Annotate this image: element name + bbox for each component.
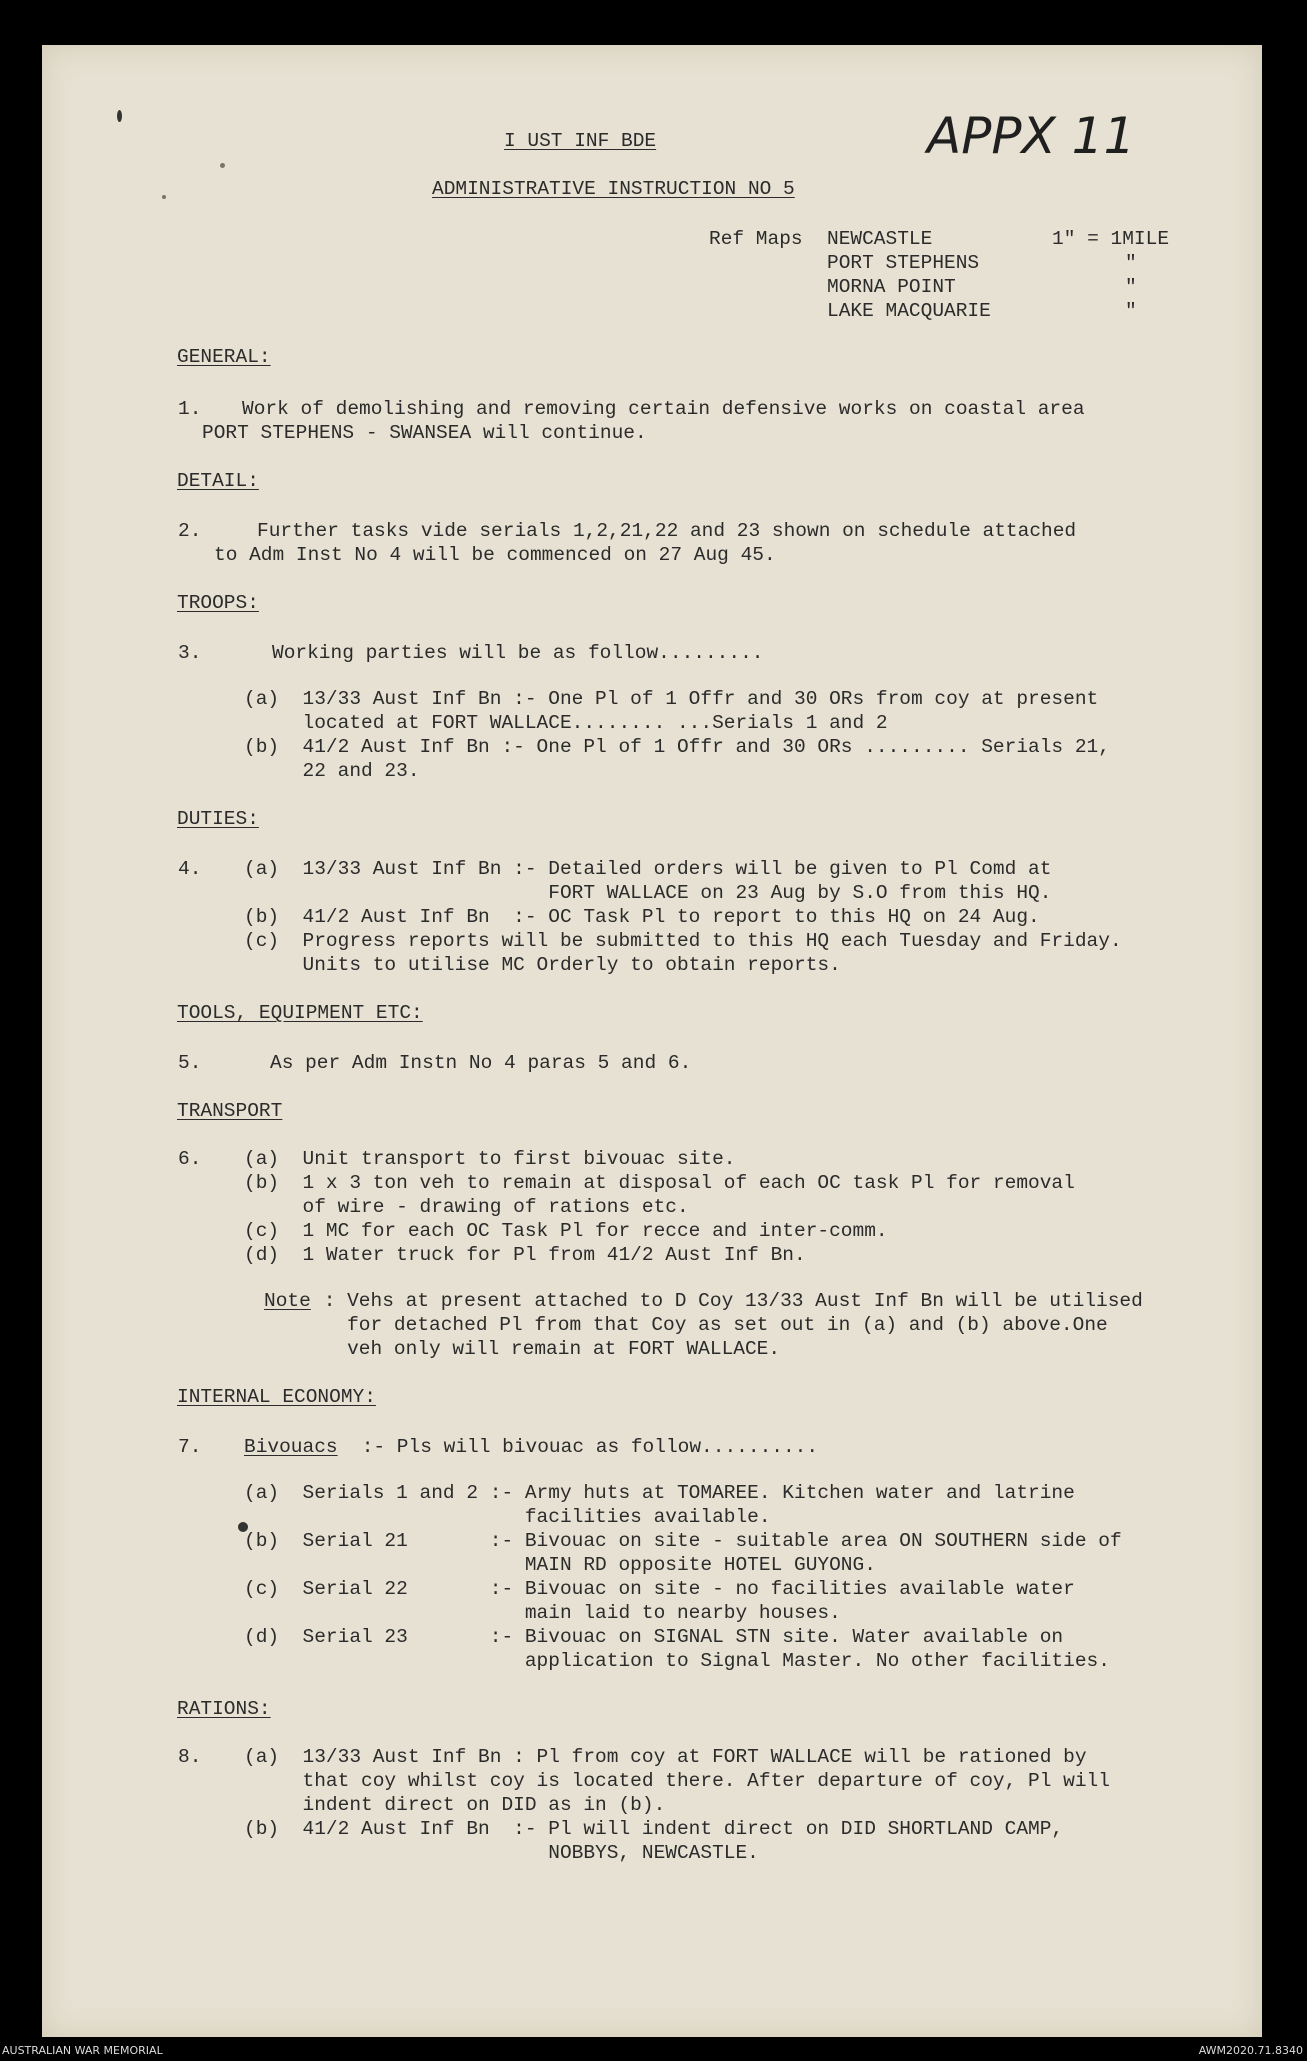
ref-maps-label: Ref Maps [709, 228, 803, 250]
section-heading-detail: DETAIL: [177, 470, 259, 492]
section-heading-rations: RATIONS: [177, 1698, 271, 1720]
map-scale: " [1125, 276, 1137, 298]
para-number: 8. [178, 1746, 202, 1768]
note-label: Note [264, 1290, 311, 1312]
sub-para: NOBBYS, NEWCASTLE. [244, 1842, 759, 1864]
map-scale: " [1125, 252, 1137, 274]
footer-accession-number: AWM2020.71.8340 [1198, 2044, 1303, 2057]
sub-para: (b) Serial 21 :- Bivouac on site - suitable area ON SOUTHERN side of [244, 1530, 1122, 1552]
sub-para: (a) 13/33 Aust Inf Bn : Pl from coy at FORT WALLACE will be rationed by [244, 1746, 1087, 1768]
para-number: 3. [178, 642, 202, 664]
punch-mark [162, 195, 166, 199]
appendix-label: APPX 11 [927, 107, 1136, 165]
sub-para: facilities available. [244, 1506, 771, 1528]
map-name: NEWCASTLE [827, 228, 933, 250]
sub-para: (d) 1 Water truck for Pl from 41/2 Aust Inf Bn. [244, 1244, 806, 1266]
sub-para: (a) Serials 1 and 2 :- Army huts at TOMAREE. Kitchen water and latrine [244, 1482, 1075, 1504]
staple-hole [117, 110, 122, 122]
section-heading-transport: TRANSPORT [177, 1100, 283, 1122]
para-text: Further tasks vide serials 1,2,21,22 and 23 shown on schedule attached [257, 520, 1077, 542]
para-text: As per Adm Instn No 4 paras 5 and 6. [270, 1052, 692, 1074]
para-text: to Adm Inst No 4 will be commenced on 27 Aug 45. [214, 544, 776, 566]
bivouacs-label: Bivouacs [244, 1436, 338, 1458]
sub-para: (c) Progress reports will be submitted to this HQ each Tuesday and Friday. [244, 930, 1122, 952]
note-text: veh only will remain at FORT WALLACE. [312, 1338, 781, 1360]
document-page [42, 45, 1262, 2037]
map-name: LAKE MACQUARIE [827, 300, 991, 322]
note-text: : Vehs at present attached to D Coy 13/33 Aust Inf Bn will be utilised [312, 1290, 1143, 1312]
sub-para: (a) 13/33 Aust Inf Bn :- Detailed orders will be given to Pl Comd at [244, 858, 1052, 880]
sub-para: (b) 41/2 Aust Inf Bn :- Pl will indent direct on DID SHORTLAND CAMP, [244, 1818, 1064, 1840]
para-number: 2. [178, 520, 202, 542]
para-text: PORT STEPHENS - SWANSEA will continue. [202, 422, 647, 444]
section-heading-tools: TOOLS, EQUIPMENT ETC: [177, 1002, 423, 1024]
section-heading-troops: TROOPS: [177, 592, 259, 614]
section-heading-duties: DUTIES: [177, 808, 259, 830]
sub-para: (b) 1 x 3 ton veh to remain at disposal of each OC task Pl for removal [244, 1172, 1075, 1194]
sub-para: (b) 41/2 Aust Inf Bn :- One Pl of 1 Offr and 30 ORs ......... Serials 21, [244, 736, 1110, 758]
map-scale: 1" = 1MILE [1052, 228, 1170, 250]
section-heading-internal-economy: INTERNAL ECONOMY: [177, 1386, 376, 1408]
punch-mark [220, 163, 225, 168]
para-number: 1. [178, 398, 202, 420]
para-number: 5. [178, 1052, 202, 1074]
sub-para: (a) Unit transport to first bivouac site. [244, 1148, 736, 1170]
sub-para: FORT WALLACE on 23 Aug by S.O from this HQ. [244, 882, 1052, 904]
footer-credit: AUSTRALIAN WAR MEMORIAL [2, 2044, 163, 2057]
section-heading-general: GENERAL: [177, 346, 271, 368]
para-number: 4. [178, 858, 202, 880]
sub-para: (b) 41/2 Aust Inf Bn :- OC Task Pl to report to this HQ on 24 Aug. [244, 906, 1040, 928]
map-name: MORNA POINT [827, 276, 956, 298]
map-scale: " [1125, 300, 1137, 322]
sub-para: application to Signal Master. No other facilities. [244, 1650, 1110, 1672]
sub-para: main laid to nearby houses. [244, 1602, 841, 1624]
document-title: ADMINISTRATIVE INSTRUCTION NO 5 [432, 178, 795, 200]
para-text: Working parties will be as follow......... [272, 642, 764, 664]
unit-heading: I UST INF BDE [504, 130, 657, 152]
para-number: 6. [178, 1148, 202, 1170]
sub-para: (c) 1 MC for each OC Task Pl for recce and inter-comm. [244, 1220, 888, 1242]
sub-para: (c) Serial 22 :- Bivouac on site - no facilities available water [244, 1578, 1075, 1600]
sub-para: of wire - drawing of rations etc. [244, 1196, 689, 1218]
para-text: :- Pls will bivouac as follow.......... [350, 1436, 819, 1458]
para-text: Work of demolishing and removing certain defensive works on coastal area [242, 398, 1085, 420]
sub-para: located at FORT WALLACE........ ...Serials 1 and 2 [244, 712, 888, 734]
map-name: PORT STEPHENS [827, 252, 980, 274]
sub-para: Units to utilise MC Orderly to obtain reports. [244, 954, 841, 976]
sub-para: 22 and 23. [244, 760, 420, 782]
note-text: for detached Pl from that Coy as set out in (a) and (b) above.One [312, 1314, 1108, 1336]
sub-para: that coy whilst coy is located there. After departure of coy, Pl will [244, 1770, 1110, 1792]
sub-para: indent direct on DID as in (b). [244, 1794, 666, 1816]
sub-para: (a) 13/33 Aust Inf Bn :- One Pl of 1 Offr and 30 ORs from coy at present [244, 688, 1099, 710]
sub-para: (d) Serial 23 :- Bivouac on SIGNAL STN site. Water available on [244, 1626, 1064, 1648]
sub-para: MAIN RD opposite HOTEL GUYONG. [244, 1554, 876, 1576]
para-number: 7. [178, 1436, 202, 1458]
